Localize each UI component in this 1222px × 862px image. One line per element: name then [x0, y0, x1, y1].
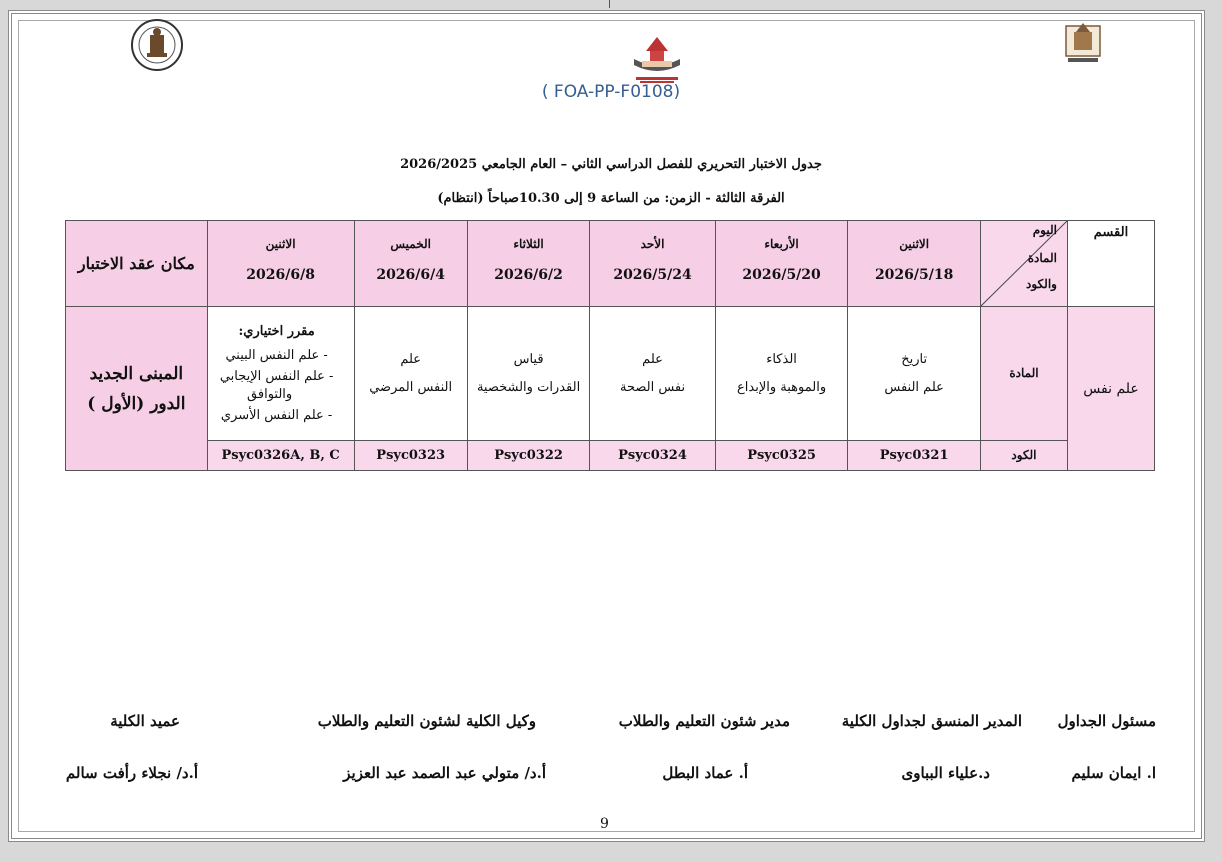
course-code: Psyc0325: [747, 448, 816, 463]
department-cell: [1067, 307, 1154, 471]
codes-row: [66, 441, 1155, 471]
code-cell-5: [354, 441, 467, 471]
faculty-logo: [628, 35, 686, 85]
university-logo: [1060, 20, 1106, 66]
place-header-cell: [66, 221, 208, 307]
subject-cell-1: [848, 307, 981, 441]
code-cell-6: [207, 441, 354, 471]
course-code: Psyc0323: [376, 448, 446, 463]
code-label-cell: [980, 441, 1067, 471]
signature-title-4: وكيل الكلية لشئون التعليم والطلاب: [317, 712, 536, 730]
course-code: Psyc0321: [879, 448, 949, 463]
signature-name-5: أ.د/ نجلاء رأفت سالم: [65, 764, 198, 782]
elective-item-cont: والتوافق: [247, 386, 293, 402]
subject-line1: علم: [642, 351, 663, 367]
corner-cell: [980, 221, 1067, 307]
dept-header-cell: [1067, 221, 1154, 307]
signature-title-5: عميد الكلية: [110, 712, 180, 730]
day-header-2: [715, 221, 848, 307]
exam-schedule-table: [65, 220, 1155, 471]
elective-heading: مقرر اختياري:: [238, 323, 315, 339]
faculty-seal-logo: [130, 18, 184, 72]
day-header-5: [354, 221, 467, 307]
elective-subject-cell: [207, 307, 354, 441]
course-code: Psyc0322: [494, 448, 563, 463]
schedule-title: جدول الاختبار التحريري للفصل الدراسي الثاني – العام الجامعي 2026/2025: [400, 157, 822, 172]
corner-day-label: اليوم: [1032, 223, 1057, 237]
day-name: الثلاثاء: [513, 236, 544, 251]
place-floor: الدور (الأول ): [87, 393, 186, 414]
subject-line2: والموهبة والإبداع: [737, 379, 827, 395]
elective-item: - علم النفس البيني: [225, 347, 328, 363]
place-cell: [66, 307, 208, 471]
day-name: الأربعاء: [764, 236, 799, 251]
day-date: 2026/5/24: [613, 266, 692, 283]
table-header-row: [66, 221, 1155, 307]
day-header-6: [207, 221, 354, 307]
subject-line2: القدرات والشخصية: [476, 379, 581, 395]
day-header-3: [590, 221, 715, 307]
course-code: Psyc0326A, B, C: [221, 448, 340, 463]
day-date: 2026/6/8: [246, 266, 315, 283]
code-label: الكود: [1011, 448, 1037, 462]
subject-line1: تاريخ: [901, 351, 928, 367]
subject-label: المادة: [1009, 366, 1039, 380]
day-name: الاثنين: [265, 236, 296, 251]
day-date: 2026/6/4: [376, 266, 446, 283]
subject-cell-4: [467, 307, 589, 441]
signature-title-1: مسئول الجداول: [1057, 712, 1156, 730]
signature-name-1: ا. ايمان سليم: [1071, 764, 1156, 782]
code-cell-2: [715, 441, 848, 471]
day-date: 2026/5/18: [874, 266, 954, 283]
place-header: مكان عقد الاختبار: [77, 254, 195, 273]
subject-line1: قياس: [513, 351, 544, 367]
signature-title-2: المدير المنسق لجداول الكلية: [841, 712, 1022, 730]
dept-header: القسم: [1093, 225, 1129, 240]
subject-cell-2: [715, 307, 848, 441]
subject-cell-5: [354, 307, 467, 441]
day-header-4: [467, 221, 589, 307]
day-date: 2026/5/20: [742, 266, 821, 283]
course-code: Psyc0324: [618, 448, 687, 463]
department-name: علم نفس: [1083, 380, 1139, 397]
code-cell-3: [590, 441, 715, 471]
code-cell-4: [467, 441, 589, 471]
elective-item: - علم النفس الإيجابي: [219, 368, 334, 384]
subject-line1: الذكاء: [766, 351, 797, 367]
elective-item: - علم النفس الأسري: [220, 407, 333, 423]
day-name: الأحد: [640, 236, 665, 251]
corner-subject-label: المادة: [1027, 251, 1057, 265]
day-name: الاثنين: [899, 236, 930, 251]
day-date: 2026/6/2: [494, 266, 563, 283]
subject-line2: النفس المرضي: [369, 379, 453, 395]
subject-line2: نفس الصحة: [619, 379, 686, 395]
signature-name-3: أ. عماد البطل: [662, 764, 748, 782]
corner-code-label: والكود: [1026, 277, 1057, 291]
signature-title-3: مدير شئون التعليم والطلاب: [618, 712, 790, 730]
day-name: الخميس: [390, 236, 431, 251]
page-number: 9: [600, 816, 609, 832]
subject-line1: علم: [400, 351, 422, 367]
signature-name-4: أ.د/ متولي عبد الصمد عبد العزيز: [343, 764, 546, 782]
schedule-subtitle: الفرقة الثالثة - الزمن: من الساعة 9 إلى 10.30صباحاً (انتظام): [437, 191, 785, 206]
subject-line2: علم النفس: [884, 379, 944, 395]
form-code: ( FOA-PP-F0108): [541, 82, 681, 102]
code-cell-1: [848, 441, 981, 471]
subject-cell-3: [590, 307, 715, 441]
subjects-row: [66, 307, 1155, 441]
page-top-marker: [609, 0, 610, 8]
place-building: المبنى الجديد: [89, 363, 184, 384]
day-header-1: [848, 221, 981, 307]
signature-name-2: د.علياء البباوى: [901, 764, 990, 782]
subject-label-cell: [980, 307, 1067, 441]
